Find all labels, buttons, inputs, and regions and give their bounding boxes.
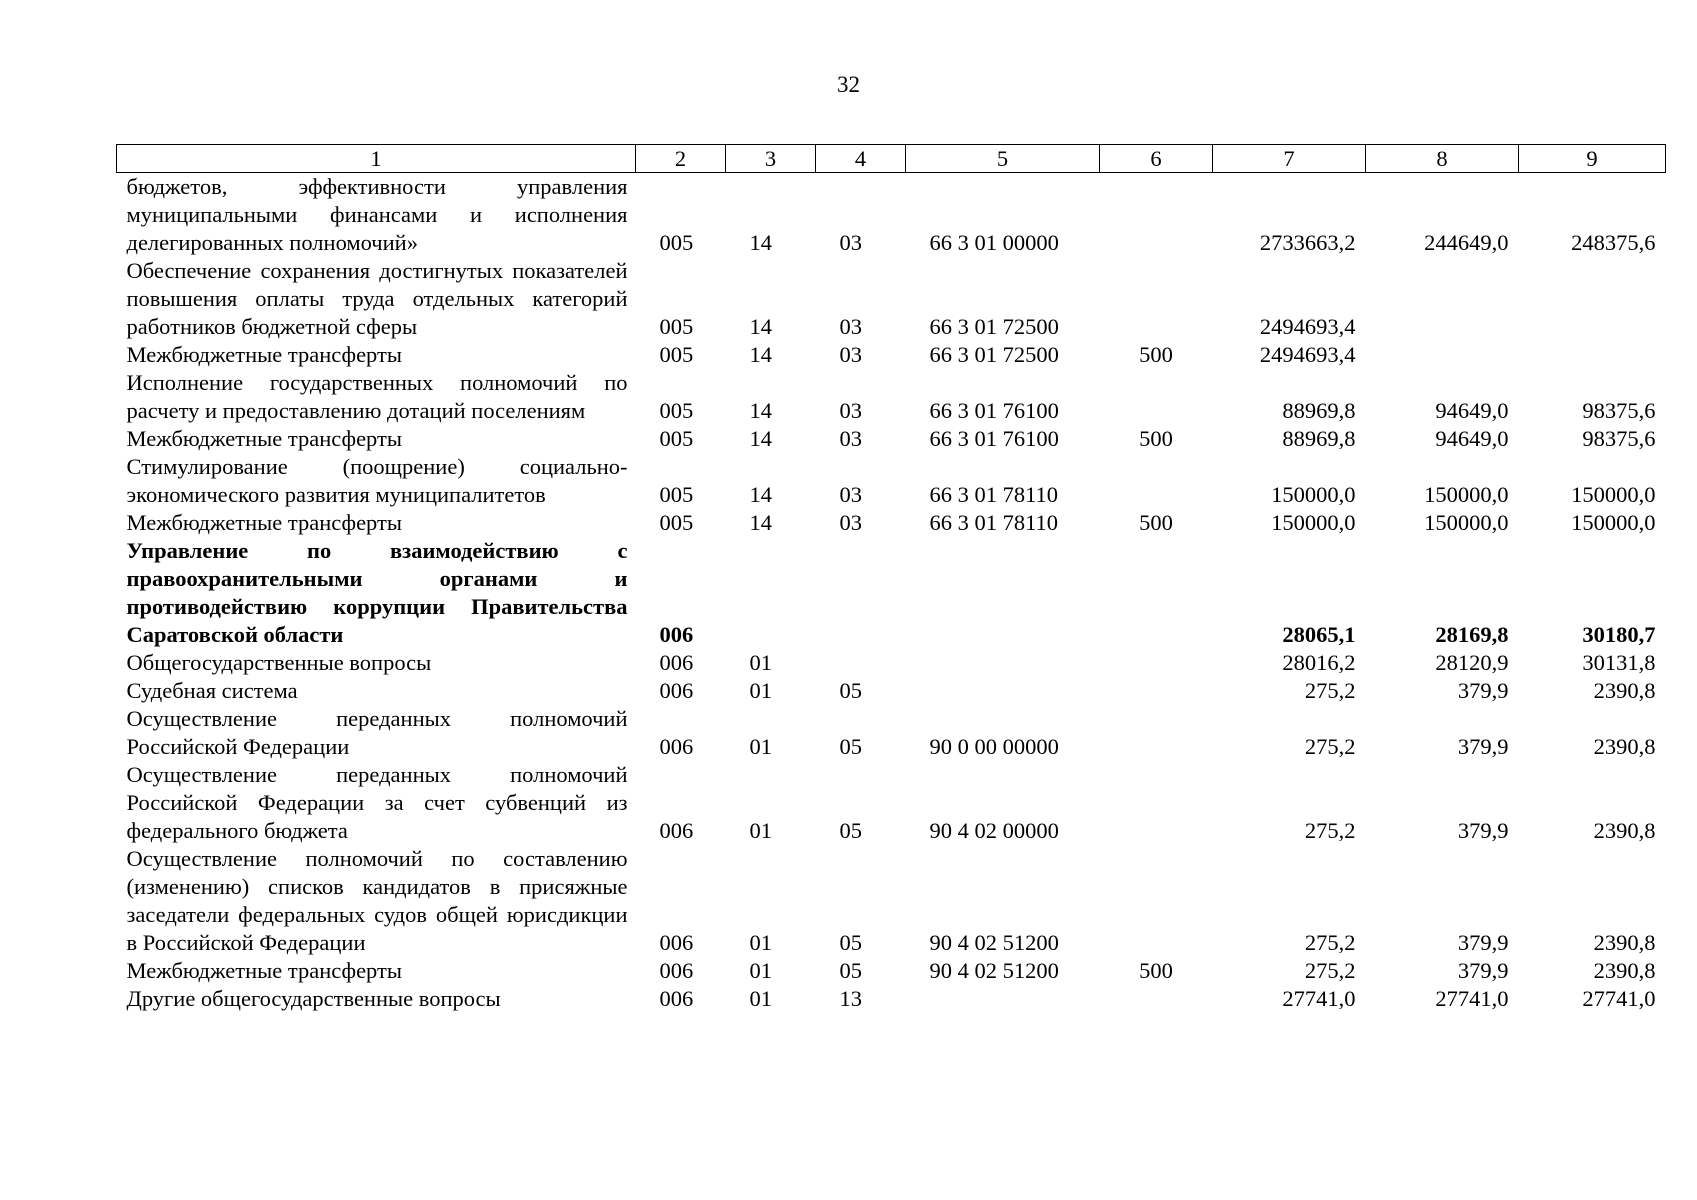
cell-name: Обеспечение сохранения достигнутых показателей повышения оплаты труда отдельных категорий работников бюджетной сферы <box>126 258 628 339</box>
cell-amount-col8: 94649,0 <box>1435 398 1509 423</box>
cell-amount-col9: 98375,6 <box>1582 398 1656 423</box>
cell-subsection: 05 <box>839 678 862 703</box>
cell-name: Межбюджетные трансферты <box>126 958 402 983</box>
cell-name: Осуществление переданных полномочий Российской Федерации за счет субвенций из федерального бюджета <box>126 762 628 843</box>
cell-subsection: 05 <box>839 958 862 983</box>
cell-subsection: 03 <box>839 342 862 367</box>
cell-amount-col8: 379,9 <box>1457 930 1509 955</box>
cell-ministry-code: 005 <box>659 426 694 451</box>
cell-target-article: 66 3 01 72500 <box>929 314 1059 339</box>
cell-ministry-code: 005 <box>659 342 694 367</box>
table-row <box>117 705 1666 761</box>
cell-target-article <box>906 649 1100 677</box>
cell-amount-col9: 2390,8 <box>1593 958 1656 983</box>
table-row <box>117 649 1666 677</box>
cell-amount-col9: 2390,8 <box>1593 818 1656 843</box>
cell-ministry-code: 006 <box>659 958 694 983</box>
cell-ministry-code: 005 <box>659 510 694 535</box>
cell-subsection: 13 <box>839 986 862 1011</box>
cell-subsection: 03 <box>839 426 862 451</box>
cell-amount-col7: 275,2 <box>1304 818 1356 843</box>
cell-amount-col7: 28016,2 <box>1282 650 1356 675</box>
cell-amount-col8: 379,9 <box>1457 818 1509 843</box>
cell-expense-type <box>1100 369 1213 425</box>
cell-target-article: 90 4 02 51200 <box>929 930 1059 955</box>
column-header-1: 1 <box>117 145 636 173</box>
cell-expense-type <box>1100 845 1213 957</box>
cell-amount-col7: 88969,8 <box>1282 398 1356 423</box>
cell-amount-col8: 28120,9 <box>1435 650 1509 675</box>
cell-name: бюджетов, эффективности управления муниципальными финансами и исполнения делегированных полномочий» <box>126 174 628 255</box>
cell-amount-col7: 88969,8 <box>1282 426 1356 451</box>
cell-subsection: 03 <box>839 230 862 255</box>
cell-ministry-code: 005 <box>659 482 694 507</box>
cell-section: 01 <box>749 734 772 759</box>
cell-section: 01 <box>749 958 772 983</box>
cell-name: Стимулирование (поощрение) социально-экономического развития муниципалитетов <box>126 454 628 507</box>
cell-expense-type: 500 <box>1139 342 1173 367</box>
cell-subsection: 03 <box>839 398 862 423</box>
column-header-6: 6 <box>1100 145 1213 173</box>
cell-amount-col9: 150000,0 <box>1571 482 1656 507</box>
cell-amount-col7: 2733663,2 <box>1259 230 1356 255</box>
cell-target-article: 90 4 02 51200 <box>929 958 1059 983</box>
table-row <box>117 369 1666 425</box>
cell-name: Межбюджетные трансферты <box>126 426 402 451</box>
table-row <box>117 453 1666 509</box>
cell-section: 14 <box>749 342 772 367</box>
cell-section: 14 <box>749 314 772 339</box>
cell-target-article: 90 4 02 00000 <box>929 818 1059 843</box>
cell-subsection <box>816 649 906 677</box>
cell-target-article <box>906 677 1100 705</box>
cell-amount-col7: 28065,1 <box>1282 622 1356 647</box>
table-row <box>117 341 1666 369</box>
cell-target-article: 66 3 01 72500 <box>929 342 1059 367</box>
cell-amount-col8 <box>1366 341 1519 369</box>
cell-ministry-code: 006 <box>659 930 694 955</box>
page-number: 32 <box>837 72 860 97</box>
cell-name: Управление по взаимодействию с правоохранительными органами и противодействию коррупции Правительства Саратовской области <box>126 538 628 647</box>
table-row <box>117 257 1666 341</box>
cell-target-article: 66 3 01 78110 <box>929 482 1059 507</box>
table-row <box>117 845 1666 957</box>
column-header-9: 9 <box>1519 145 1666 173</box>
cell-amount-col7: 275,2 <box>1304 930 1356 955</box>
cell-amount-col9: 98375,6 <box>1582 426 1656 451</box>
cell-amount-col8: 379,9 <box>1457 958 1509 983</box>
cell-expense-type <box>1100 649 1213 677</box>
cell-ministry-code: 006 <box>659 622 694 647</box>
cell-expense-type <box>1100 537 1213 649</box>
cell-expense-type <box>1100 257 1213 341</box>
cell-expense-type <box>1100 677 1213 705</box>
cell-amount-col9: 150000,0 <box>1571 510 1656 535</box>
cell-amount-col9: 30180,7 <box>1582 622 1656 647</box>
cell-section: 14 <box>749 398 772 423</box>
column-header-7: 7 <box>1213 145 1366 173</box>
cell-ministry-code: 006 <box>659 678 694 703</box>
cell-ministry-code: 005 <box>659 314 694 339</box>
cell-ministry-code: 006 <box>659 734 694 759</box>
cell-amount-col9: 2390,8 <box>1593 734 1656 759</box>
table-row <box>117 509 1666 537</box>
cell-amount-col7: 2494693,4 <box>1259 342 1356 367</box>
cell-expense-type <box>1100 453 1213 509</box>
table-header-row <box>117 145 1666 173</box>
table-row <box>117 677 1666 705</box>
cell-section: 01 <box>749 986 772 1011</box>
cell-name: Судебная система <box>126 678 298 703</box>
cell-name: Другие общегосударственные вопросы <box>126 986 501 1011</box>
cell-amount-col9 <box>1519 341 1666 369</box>
cell-amount-col8: 27741,0 <box>1435 986 1509 1011</box>
cell-ministry-code: 006 <box>659 818 694 843</box>
cell-section <box>726 537 816 649</box>
cell-target-article: 66 3 01 76100 <box>929 426 1059 451</box>
cell-subsection: 05 <box>839 930 862 955</box>
cell-subsection: 03 <box>839 314 862 339</box>
column-header-2: 2 <box>636 145 726 173</box>
cell-subsection: 05 <box>839 734 862 759</box>
cell-section: 14 <box>749 482 772 507</box>
cell-amount-col7: 150000,0 <box>1271 510 1356 535</box>
cell-ministry-code: 006 <box>659 986 694 1011</box>
cell-subsection: 03 <box>839 510 862 535</box>
cell-expense-type: 500 <box>1139 958 1173 983</box>
cell-target-article <box>906 537 1100 649</box>
cell-target-article: 66 3 01 78110 <box>929 510 1059 535</box>
column-header-8: 8 <box>1366 145 1519 173</box>
cell-section: 14 <box>749 230 772 255</box>
cell-ministry-code: 005 <box>659 398 694 423</box>
cell-amount-col7: 27741,0 <box>1282 986 1356 1011</box>
cell-target-article: 90 0 00 00000 <box>929 734 1059 759</box>
cell-name: Осуществление переданных полномочий Российской Федерации <box>126 706 628 759</box>
cell-name: Межбюджетные трансферты <box>126 342 402 367</box>
cell-amount-col8: 379,9 <box>1457 678 1509 703</box>
cell-section: 01 <box>749 650 772 675</box>
table-row <box>117 761 1666 845</box>
table-row <box>117 425 1666 453</box>
cell-ministry-code: 006 <box>659 650 694 675</box>
cell-target-article: 66 3 01 00000 <box>929 230 1059 255</box>
cell-amount-col8: 150000,0 <box>1424 482 1509 507</box>
cell-amount-col9: 27741,0 <box>1582 986 1656 1011</box>
cell-expense-type <box>1100 705 1213 761</box>
cell-target-article: 66 3 01 76100 <box>929 398 1059 423</box>
cell-name: Межбюджетные трансферты <box>126 510 402 535</box>
table-row <box>117 173 1666 258</box>
cell-amount-col9: 248375,6 <box>1571 230 1656 255</box>
cell-amount-col8: 244649,0 <box>1424 230 1509 255</box>
cell-amount-col7: 275,2 <box>1304 958 1356 983</box>
table-row <box>117 957 1666 985</box>
cell-section: 01 <box>749 678 772 703</box>
cell-expense-type <box>1100 985 1213 1013</box>
cell-amount-col9: 2390,8 <box>1593 678 1656 703</box>
cell-amount-col8: 150000,0 <box>1424 510 1509 535</box>
cell-amount-col7: 2494693,4 <box>1259 314 1356 339</box>
cell-expense-type <box>1100 761 1213 845</box>
column-header-3: 3 <box>726 145 816 173</box>
cell-expense-type: 500 <box>1139 426 1173 451</box>
cell-name: Осуществление полномочий по составлению (изменению) списков кандидатов в присяжные заседатели федеральных судов общей юрисдикции в Российской Федерации <box>126 846 628 955</box>
cell-section: 14 <box>749 510 772 535</box>
cell-amount-col8: 28169,8 <box>1435 622 1509 647</box>
column-header-5: 5 <box>906 145 1100 173</box>
cell-subsection: 05 <box>839 818 862 843</box>
table-row <box>117 985 1666 1013</box>
cell-expense-type <box>1100 173 1213 258</box>
cell-name: Исполнение государственных полномочий по расчету и предоставлению дотаций поселениям <box>126 370 628 423</box>
cell-ministry-code: 005 <box>659 230 694 255</box>
cell-amount-col9: 2390,8 <box>1593 930 1656 955</box>
cell-amount-col8: 94649,0 <box>1435 426 1509 451</box>
cell-expense-type: 500 <box>1139 510 1173 535</box>
cell-section: 01 <box>749 930 772 955</box>
table-row <box>117 537 1666 649</box>
cell-amount-col8: 379,9 <box>1457 734 1509 759</box>
cell-name: Общегосударственные вопросы <box>126 650 432 675</box>
cell-section: 01 <box>749 818 772 843</box>
cell-amount-col7: 150000,0 <box>1271 482 1356 507</box>
cell-subsection: 03 <box>839 482 862 507</box>
cell-amount-col9 <box>1519 257 1666 341</box>
cell-amount-col7: 275,2 <box>1304 734 1356 759</box>
cell-amount-col8 <box>1366 257 1519 341</box>
budget-table <box>116 144 1666 1013</box>
cell-section: 14 <box>749 426 772 451</box>
column-header-4: 4 <box>816 145 906 173</box>
cell-amount-col9: 30131,8 <box>1582 650 1656 675</box>
cell-amount-col7: 275,2 <box>1304 678 1356 703</box>
cell-subsection <box>816 537 906 649</box>
cell-target-article <box>906 985 1100 1013</box>
